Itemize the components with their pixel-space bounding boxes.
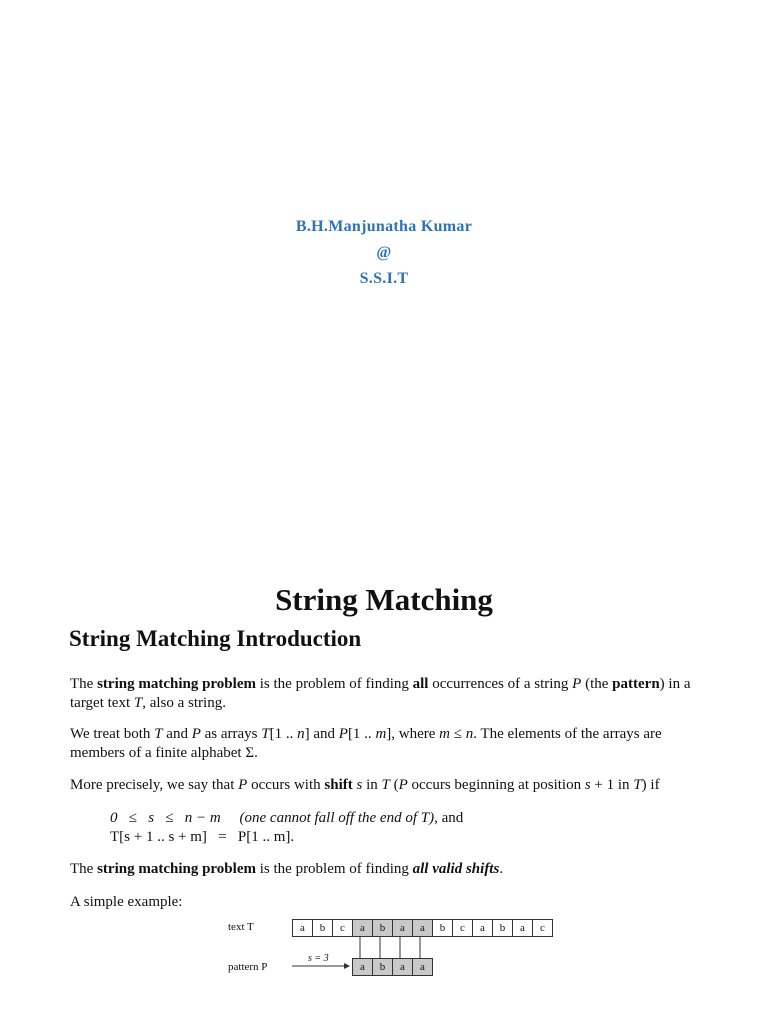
text-cell: c: [533, 919, 553, 937]
text-cell: a: [473, 919, 493, 937]
text-cell: a: [413, 919, 433, 937]
pattern-label: pattern P: [228, 961, 268, 973]
page-title: String Matching: [275, 582, 493, 617]
arrow-head-icon: [344, 963, 350, 969]
text-cell: b: [433, 919, 453, 937]
text-cell: a: [293, 919, 313, 937]
text-cell: a: [393, 919, 413, 937]
text-cell: c: [333, 919, 353, 937]
condition-equality: T[s + 1 .. s + m] = P[1 .. m].: [110, 829, 295, 845]
text-cell: c: [453, 919, 473, 937]
paragraph-shift: More precisely, we say that P occurs with shift s in T (P occurs beginning at position s + 1 in T) if: [70, 777, 660, 793]
shift-label: s = 3: [308, 953, 329, 964]
author-at: @: [376, 244, 392, 261]
string-match-diagram: [226, 918, 546, 978]
text-cell: a: [353, 919, 373, 937]
section-heading: String Matching Introduction: [69, 626, 362, 651]
author-institute: S.S.I.T: [359, 270, 409, 287]
paragraph-arrays: We treat both T and P as arrays T[1 .. n] and P[1 .. m], where m ≤ n. The elements of the arrays are members of a finite alphabet Σ.: [70, 726, 662, 761]
author-block: [0, 214, 768, 292]
text-cell: b: [313, 919, 333, 937]
condition-range: 0 ≤ s ≤ n − m (one cannot fall off the end of T), and: [110, 810, 464, 826]
paragraph-example: A simple example:: [70, 894, 183, 910]
paragraph-valid-shifts: The string matching problem is the problem of finding all valid shifts.: [70, 861, 504, 877]
text-cell: b: [373, 919, 393, 937]
pattern-cell: a: [393, 958, 413, 976]
text-cell: b: [493, 919, 513, 937]
pattern-cells: [352, 958, 433, 976]
paragraph-definition: The string matching problem is the problem of finding all occurrences of a string P (the pattern) in a target text T, also a string.: [70, 676, 691, 711]
pattern-cell: a: [353, 958, 373, 976]
pattern-cell: a: [413, 958, 433, 976]
text-label: text T: [228, 921, 254, 933]
pattern-cell: b: [373, 958, 393, 976]
text-cell: a: [513, 919, 533, 937]
author-name: B.H.Manjunatha Kumar: [295, 218, 473, 235]
